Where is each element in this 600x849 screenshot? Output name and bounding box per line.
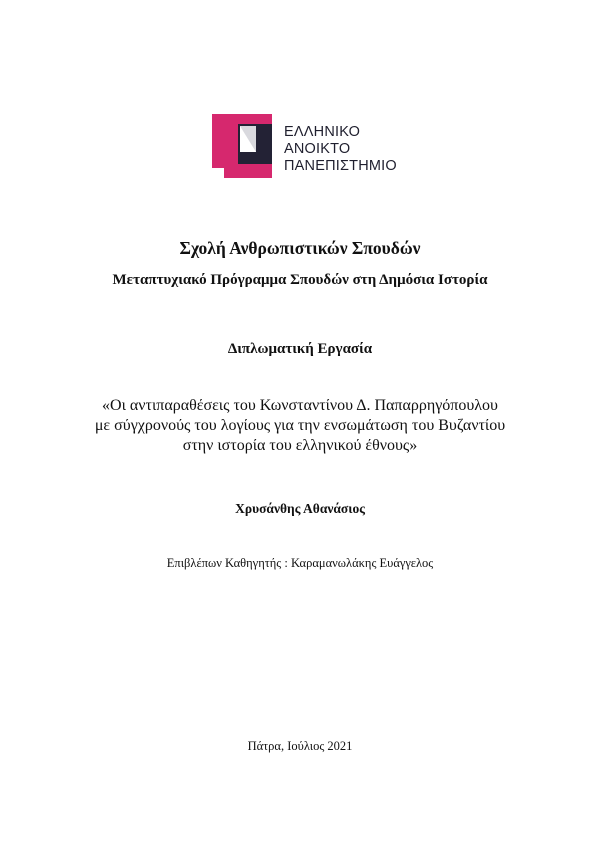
school-name: Σχολή Ανθρωπιστικών Σπουδών — [179, 238, 421, 258]
university-name-line-2: ΑΝΟΙΚΤΟ — [284, 141, 351, 157]
university-name-line-3: ΠΑΝΕΠΙΣΤΗΜΙΟ — [284, 158, 397, 174]
university-emblem-icon — [210, 112, 280, 182]
place-date: Πάτρα, Ιούλιος 2021 — [247, 739, 353, 753]
program-name: Μεταπτυχιακό Πρόγραμμα Σπουδών στη Δημόσια Ιστορία — [112, 272, 488, 288]
thesis-title — [0, 396, 600, 456]
supervisor: Επιβλέπων Καθηγητής : Καραμανωλάκης Ευάγγελος — [166, 556, 434, 570]
author-name: Χρυσάνθης Αθανάσιος — [235, 501, 365, 516]
thesis-title-line-3: στην ιστορία του ελληνικού έθνους» — [182, 437, 418, 454]
university-name — [284, 124, 397, 175]
thesis-title-line-2: με σύγχρονούς του λογίους για την ενσωμάτωση του Βυζαντίου — [94, 417, 506, 434]
thesis-title-line-1: «Οι αντιπαραθέσεις του Κωνσταντίνου Δ. Παπαρρηγόπουλου — [102, 397, 498, 414]
university-name-line-1: ΕΛΛΗΝΙΚΟ — [284, 124, 361, 140]
document-type: Διπλωματική Εργασία — [227, 341, 373, 357]
university-logo — [210, 112, 400, 182]
